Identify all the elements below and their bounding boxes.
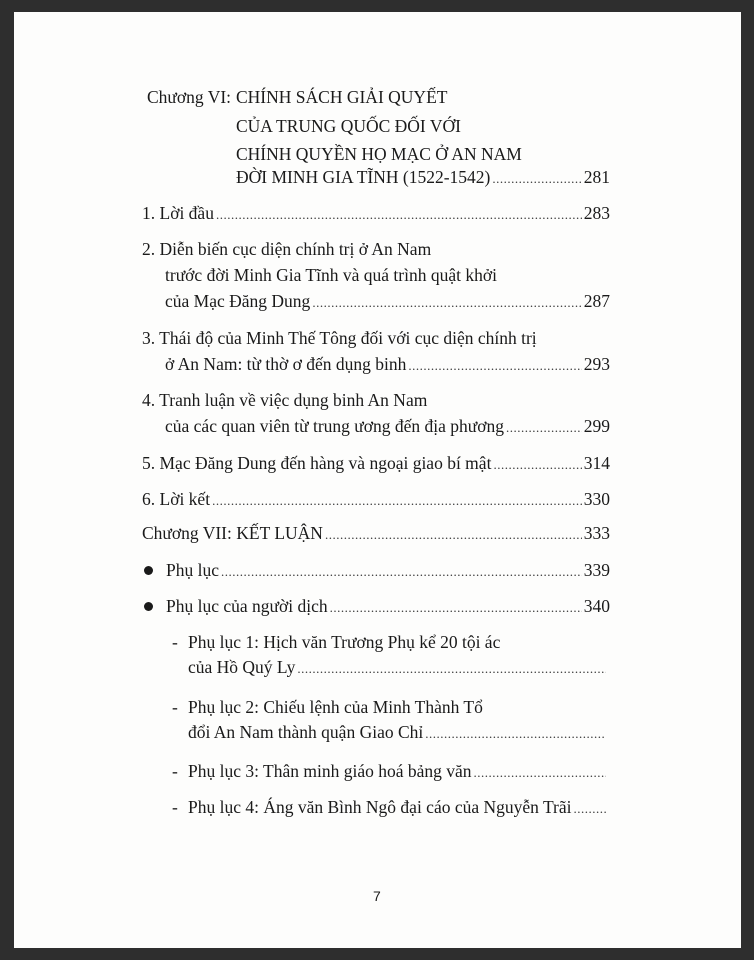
sub-appendix-2-line2: đổi An Nam thành quận Giao Chỉ ..... [188,721,608,745]
toc-entry-6: 6. Lời kết ..... 330 [142,488,610,512]
leader-dots [297,658,606,680]
toc-entry-4-line2: của các quan viên từ trung ương đến địa phương ..... 299 [165,415,610,439]
sub-appendix-1-line2: của Hồ Quý Ly ..... [188,656,608,680]
toc-entry-2-line1: 2. Diễn biến cục diện chính trị ở An Nam [142,239,432,259]
toc-page: 339 [583,560,610,580]
toc-entry-3-line2: ở An Nam: từ thờ ơ đến dụng binh ..... 293 [165,353,610,377]
sub-appendix-3: Phụ lục 3: Thân minh giáo hoá bảng văn ..... [188,760,608,784]
sub-appendix-2-line1: Phụ lục 2: Chiếu lệnh của Minh Thành Tổ [188,697,483,717]
leader-dots [325,524,582,546]
toc-entry-5: 5. Mạc Đăng Dung đến hàng và ngoại giao bí mật ..... 314 [142,452,610,476]
chapter6-label: Chương VI: [147,87,232,107]
dash-marker: - [172,761,178,781]
leader-dots [493,454,581,476]
toc-entry-3-line1: 3. Thái độ của Minh Thế Tông đối với cục diện chính trị [142,328,537,348]
toc-page: 287 [583,291,610,311]
toc-entry-1: 1. Lời đầu ..... 283 [142,202,610,226]
bullet-icon [144,566,153,575]
toc-page: 293 [583,354,610,374]
leader-dots [425,723,606,745]
chapter6-title-line2: CỦA TRUNG QUỐC ĐỐI VỚI [236,116,461,136]
toc-entry-2-line2: trước đời Minh Gia Tĩnh và quá trình quật khởi [165,265,497,285]
leader-dots [574,798,607,820]
sub-appendix-1-line1: Phụ lục 1: Hịch văn Trương Phụ kể 20 tội ác [188,632,501,652]
page-number: 7 [373,888,381,904]
toc-page: 330 [583,489,610,509]
leader-dots [474,762,606,784]
chapter7-entry: Chương VII: KẾT LUẬN ..... 333 [142,522,610,546]
toc-page: 314 [583,453,610,473]
appendix-entry-1: Phụ lục ..... 339 [166,559,610,583]
chapter6-title-line1: CHÍNH SÁCH GIẢI QUYẾT [236,87,448,107]
sub-appendix-4: Phụ lục 4: Áng văn Bình Ngô đại cáo của Nguyễn Trãi ..... [188,796,608,820]
toc-page: 340 [583,596,610,616]
dash-marker: - [172,697,178,717]
toc-page: 283 [583,203,610,223]
leader-dots [216,204,582,226]
chapter6-page: 281 [583,167,610,187]
chapter7-page: 333 [583,523,610,543]
toc-entry-4-line1: 4. Tranh luận về việc dụng binh An Nam [142,390,428,410]
leader-dots [212,490,582,512]
bullet-icon [144,602,153,611]
chapter6-title-line4: ĐỜI MINH GIA TĨNH (1522-1542) ..... 281 [236,166,610,190]
leader-dots [312,292,581,314]
leader-dots [221,561,582,583]
dash-marker: - [172,797,178,817]
dash-marker: - [172,632,178,652]
appendix-entry-2: Phụ lục của người dịch ..... 340 [166,595,610,619]
toc-page: 299 [583,416,610,436]
leader-dots [492,168,581,190]
leader-dots [408,355,581,377]
leader-dots [506,417,582,439]
toc-entry-2-line3: của Mạc Đăng Dung ..... 287 [165,290,610,314]
chapter6-title-line3: CHÍNH QUYỀN HỌ MẠC Ở AN NAM [236,144,522,164]
leader-dots [330,597,582,619]
